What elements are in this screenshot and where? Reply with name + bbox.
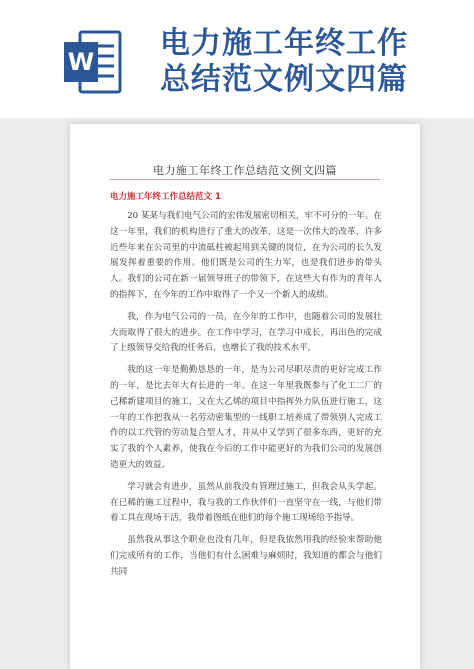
banner-title-line2: 总结范文例文四篇 — [160, 62, 408, 97]
document-body — [110, 209, 382, 587]
document-page — [70, 124, 420, 669]
banner — [0, 0, 474, 118]
paragraph: 学习就会有进步，虽然从前我没有管理过施工，但我会从头学起。在已稀的施工过程中，我与我的工作伙伴们一直坚守在一线，与他们带着工具在现场干活，我带着图纸在他们的每个施工现场给予指导。 — [110, 481, 382, 524]
document-title: 电力施工年终工作总结范文例文四篇 — [153, 164, 337, 177]
paragraph: 20 某某与我们电气公司的宏伟发展密切相关，牢不可分的一年。在这一年里，我们的机构进行了重大的改革，这是一次伟大的改革，许多近些年来在公司里的中流砥柱被起用到关键的岗位，在为公司的长久发展发挥着重要的作用。他们既是公司的生力军，也是我们进步的带头人。我们的公司在新一届领导班子的带领下，在这些大有作为的青年人的指挥下，在今年的工作中取得了一个又一个新人的成绩。 — [110, 211, 382, 300]
title-divider — [110, 179, 380, 180]
word-logo-letter: W — [67, 48, 95, 76]
paragraph: 我，作为电气公司的一员，在今年的工作中，也随着公司的发展壮大而取得了很大的进步。在工作中学习，在学习中成长，再出色的完成了上级领导交给我的任务后，也增长了我的技术水平。 — [110, 311, 382, 354]
paragraph: 我的这一年是勤勤恳恳的一年，是为公司尽职尽责的更好完成工作的一年，是比去年大有长进的一年。在这一年里我既参与了化工二厂的己稀新建项目的施工，又在大乙烯的项目中指挥外力队伍进行施工，这一年的工作把我从一名劳动密集型的一线职工培养成了带领别人完成工作的以工代管的劳动复合型人才，并从中又学到了很多东西，更好的充实了我的个人素养，使我在今后的工作中能更好的为我们公司的发展创造更大的效益。 — [110, 365, 382, 470]
paragraph: 虽然我从事这个职业也没有几年，但是我依然用我的经验来帮助他们完成所有的工作，当他们有什么困难与麻烦时，我知道的都会与他们共同 — [110, 535, 382, 577]
section-heading: 电力施工年终工作总结范文 1 — [110, 192, 221, 202]
banner-title — [160, 26, 460, 98]
banner-title-line1: 电力施工年终工作 — [160, 26, 408, 61]
word-document-icon — [62, 30, 122, 94]
